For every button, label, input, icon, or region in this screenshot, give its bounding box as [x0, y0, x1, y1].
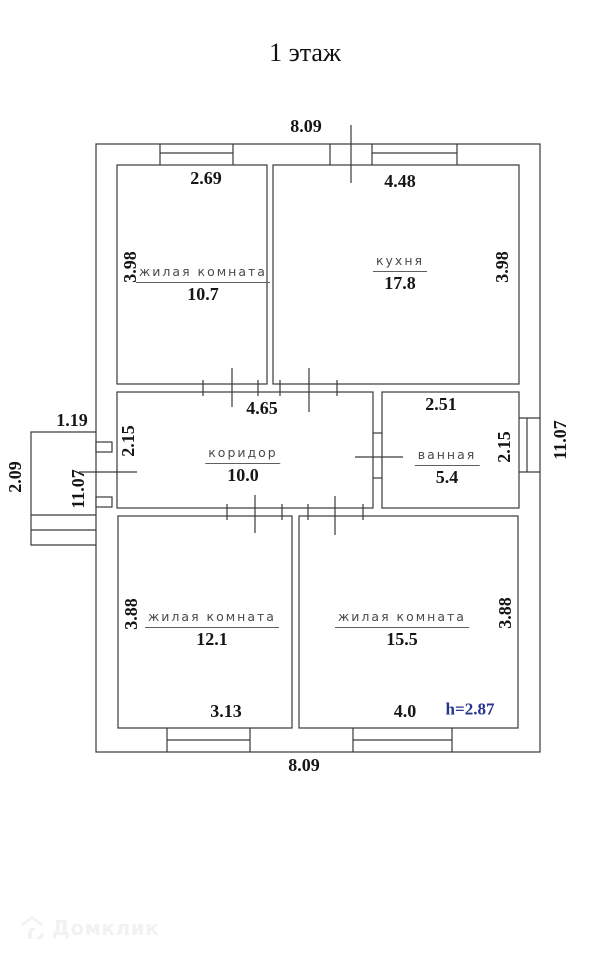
room-bathroom — [415, 446, 480, 486]
windows — [160, 125, 540, 752]
dim-room1-height: 3.98 — [120, 251, 140, 283]
dim-porch-width: 1.19 — [56, 410, 88, 430]
dim-kitchen-width: 4.48 — [384, 171, 416, 191]
dim-bathroom-width: 2.51 — [425, 394, 457, 414]
dim-corridor-width: 4.65 — [246, 398, 278, 418]
room-living-2-area: 12.1 — [196, 629, 228, 649]
dim-room6-width: 4.0 — [393, 701, 417, 721]
dim-corridor-height: 2.15 — [118, 425, 138, 457]
room-living-2 — [145, 608, 279, 648]
dim-room5-width: 3.13 — [210, 701, 242, 721]
dim-bottom-width: 8.09 — [288, 755, 320, 775]
dim-room5-height: 3.88 — [121, 598, 141, 630]
page-title: 1 этаж — [269, 38, 341, 67]
house-logo-icon — [18, 914, 46, 942]
room-living-2-name: жилая комната — [145, 609, 279, 628]
dim-left-height: 11.07 — [68, 469, 88, 509]
watermark-label: Домклик — [52, 916, 160, 940]
room-living-3-name: жилая комната — [335, 609, 469, 628]
room-corridor — [205, 444, 280, 484]
dim-bathroom-height: 2.15 — [494, 431, 514, 463]
room-kitchen-area: 17.8 — [384, 273, 416, 293]
room-kitchen-name: кухня — [373, 253, 427, 272]
room-corridor-area: 10.0 — [227, 465, 259, 485]
room-bathroom-name: ванная — [415, 447, 480, 466]
dim-porch-depth: 2.09 — [5, 461, 25, 493]
room-corridor-name: коридор — [205, 445, 280, 464]
watermark — [18, 914, 159, 942]
room-kitchen — [373, 252, 427, 292]
dim-room6-height: 3.88 — [495, 597, 515, 629]
room-living-3-area: 15.5 — [386, 629, 418, 649]
dim-kitchen-height: 3.98 — [492, 251, 512, 283]
ceiling-height-note: h=2.87 — [445, 699, 495, 719]
room-living-3 — [335, 608, 469, 648]
room-living-1-area: 10.7 — [187, 284, 219, 304]
dim-top-width: 8.09 — [290, 116, 322, 136]
room-living-1-name: жилая комната — [136, 264, 270, 283]
room-living-1 — [136, 263, 270, 303]
dim-right-height: 11.07 — [550, 420, 570, 460]
room-bathroom-area: 5.4 — [435, 467, 459, 487]
dim-room1-width: 2.69 — [190, 168, 222, 188]
